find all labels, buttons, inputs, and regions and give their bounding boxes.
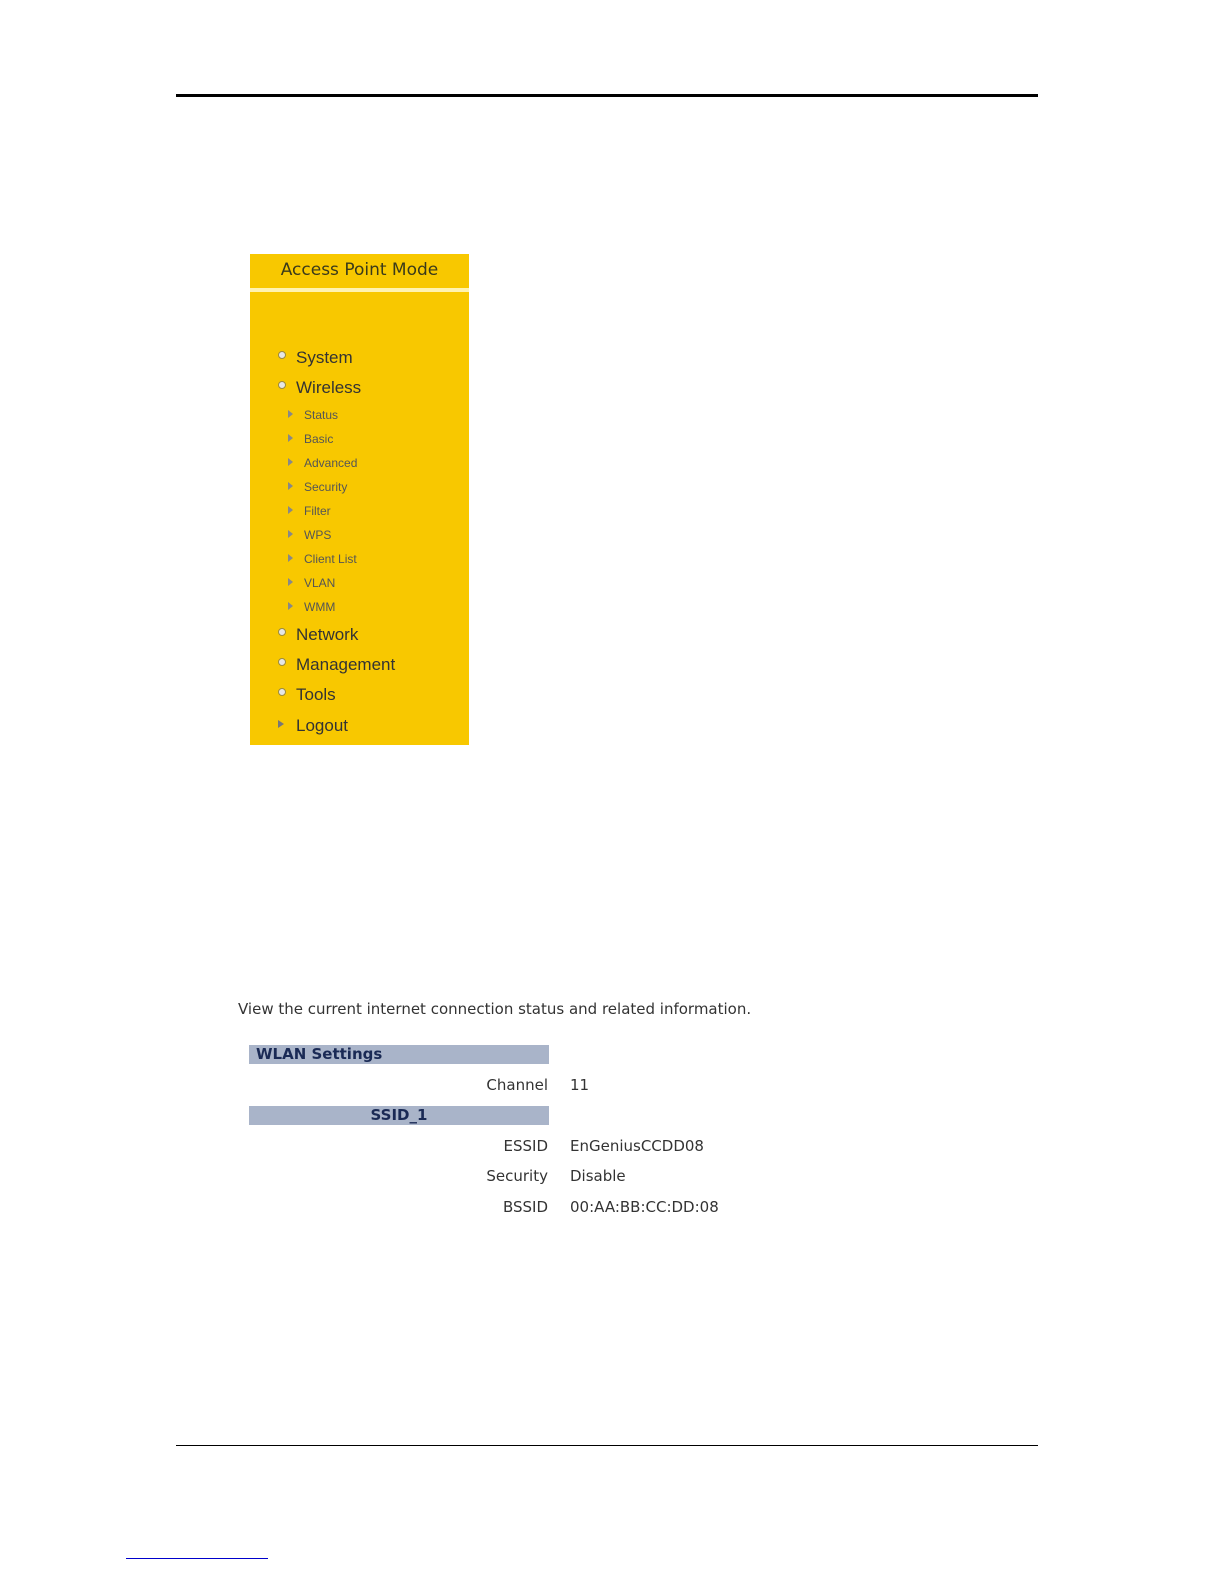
submenu-item-vlan[interactable] (288, 574, 335, 592)
bullet-icon (278, 658, 286, 666)
triangle-right-icon (288, 602, 293, 610)
menu-item-label: System (296, 348, 353, 367)
submenu-item-label: WPS (304, 528, 332, 542)
submenu-item-label: Client List (304, 552, 357, 566)
triangle-right-icon (288, 578, 293, 586)
menu-item-label: Tools (296, 685, 336, 704)
triangle-right-icon (288, 530, 293, 538)
bullet-icon (278, 381, 286, 389)
triangle-right-icon (288, 554, 293, 562)
menu-item-wireless[interactable] (278, 376, 361, 400)
menu-item-logout[interactable] (278, 714, 348, 738)
triangle-right-icon (288, 434, 293, 442)
channel-value: 11 (570, 1076, 590, 1094)
submenu-item-label: VLAN (304, 576, 336, 590)
submenu-item-advanced[interactable] (288, 454, 357, 472)
submenu-item-client-list[interactable] (288, 550, 357, 568)
submenu-item-wmm[interactable] (288, 598, 335, 616)
channel-label: Channel (486, 1076, 548, 1094)
menu-item-label: Management (296, 655, 396, 674)
submenu-item-label: Basic (304, 432, 334, 446)
submenu-item-basic[interactable] (288, 430, 333, 448)
bullet-icon (278, 628, 286, 636)
submenu-item-status[interactable] (288, 406, 338, 424)
bullet-icon (278, 688, 286, 696)
top-rule (176, 94, 1038, 97)
essid-label: ESSID (503, 1137, 548, 1155)
menu-item-tools[interactable] (278, 683, 336, 707)
submenu-item-label: Advanced (304, 456, 358, 470)
triangle-right-icon (288, 458, 293, 466)
menu-item-system[interactable] (278, 346, 353, 370)
bssid-label: BSSID (502, 1198, 548, 1216)
menu-header: Access Point Mode (280, 260, 439, 280)
menu-item-management[interactable] (278, 653, 395, 677)
navigation-menu (250, 254, 469, 745)
menu-header-divider (250, 288, 469, 292)
submenu-item-security[interactable] (288, 478, 347, 496)
status-intro-text: View the current internet connection status and related information. (238, 1000, 752, 1018)
triangle-right-icon (288, 506, 293, 514)
submenu-item-label: Status (304, 408, 339, 422)
submenu-item-filter[interactable] (288, 502, 331, 520)
triangle-right-icon (288, 410, 293, 418)
wlan-settings-header: WLAN Settings (249, 1045, 549, 1064)
bullet-icon (278, 351, 286, 359)
menu-item-label: Wireless (296, 378, 362, 397)
submenu-item-label: WMM (304, 600, 336, 614)
menu-item-label: Logout (296, 716, 348, 735)
footer-link-underline[interactable] (126, 1558, 268, 1559)
menu-item-network[interactable] (278, 623, 358, 647)
essid-value: EnGeniusCCDD08 (570, 1137, 704, 1155)
bottom-rule (176, 1445, 1038, 1446)
security-label: Security (486, 1167, 548, 1185)
bssid-value: 00:AA:BB:CC:DD:08 (570, 1198, 719, 1216)
menu-item-label: Network (296, 625, 359, 644)
security-value: Disable (570, 1167, 626, 1185)
triangle-right-icon (278, 720, 284, 728)
ssid-header: SSID_1 (249, 1106, 549, 1125)
submenu-item-wps[interactable] (288, 526, 331, 544)
triangle-right-icon (288, 482, 293, 490)
submenu-item-label: Filter (304, 504, 331, 518)
submenu-item-label: Security (304, 480, 348, 494)
